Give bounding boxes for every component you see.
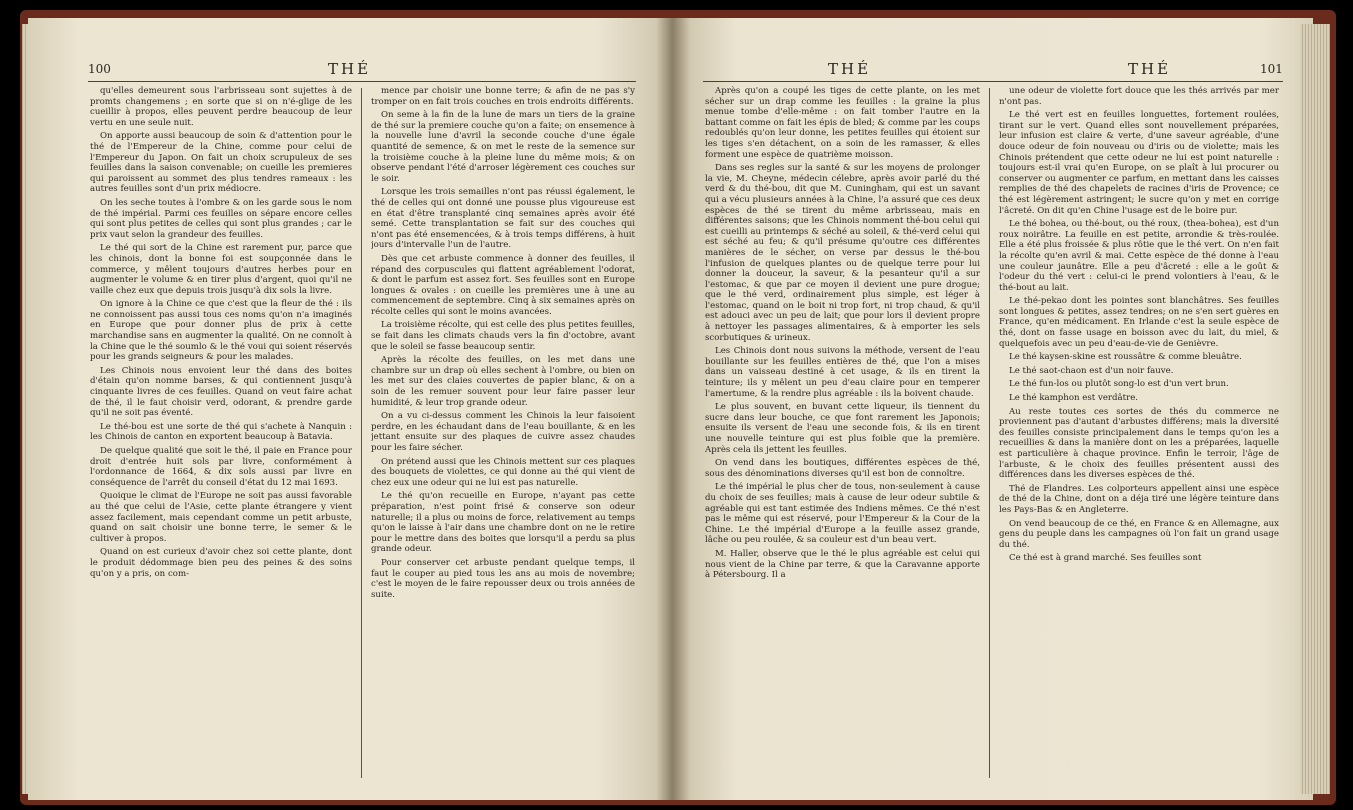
- paragraph: Le plus souvent, en buvant cette liqueur, ils tiennent du sucre dans leur bouche, ce que font rarement les Japonois; ensuite ils versent de l'eau une seconde fois, & ils en tirent une nouvelle teinture qui est plus foible que la première. Après cela ils jettent les feuilles.: [705, 402, 980, 455]
- paragraph: Ce thé est à grand marché. Ses feuilles sont: [1009, 553, 1202, 564]
- paragraph: On ignore à la Chine ce que c'est que la fleur de thé : ils ne connoissent pas aussi tous ces noms qu'on n'a imaginés en Europe que pour donner plus de prix à cette marchandise sans en augmenter la qualité. On ne connoît à la Chine que le thé soumlo & le thé voui qui soient réservés pour les grands seigneurs & pour les malades.: [90, 299, 352, 363]
- paragraph: Le thé kaysen-skine est roussâtre & comme bleuâtre.: [1009, 352, 1242, 363]
- right-column-2: [999, 86, 1279, 786]
- paragraph: Le thé vert est en feuilles longuettes, fortement roulées, tirant sur le vert. Quand elles sont nouvellement préparées, leur infusion est claire & verte, d'une saveur agréable, d'une douce odeur de foin nouveau ou d'iris ou de violette; mais les Chinois prétendent que cette odeur ne lui est point naturelle : toujours est-il vrai qu'en Europe, on se plaît à lui procurer ou conserver ou augmenter ce parfum, en mettant dans les caisses remplies de thé des chapelets de racines d'iris de Provence; ce thé est légèrement astringent; le sucre qu'on y met en corrige l'âcreté. On dit qu'en Chine l'usage est de le boire pur.: [999, 110, 1279, 216]
- paragraph: Pour conserver cet arbuste pendant quelque temps, il faut le couper au pied tous les ans au mois de novembre; c'est le moyen de le faire repousser deux ou trois années de suite.: [371, 557, 635, 600]
- right-page: [673, 18, 1313, 800]
- paragraph: On seme à la fin de la lune de mars un tiers de la graine de thé sur la premiere couche qu'on a faite; on ensemence à la nouvelle lune d'avril la seconde couche d'une égale quantité de semence, & on met le reste de la semence sur la troisième couche à la pleine lune du même mois; & on observe pendant l'été d'arroser légèrement ces couches sur le soir.: [371, 110, 635, 184]
- paragraph: On vend dans les boutiques, différentes espèces de thé, sous des dénominations diverses qu'il est bon de connoître.: [705, 458, 980, 479]
- paragraph: mence par choisir une bonne terre; & afin de ne pas s'y tromper on en fait trois couches en trois endroits différents.: [371, 86, 635, 107]
- paragraph: Lorsque les trois semailles n'ont pas réussi également, le thé de celles qui ont donné une pousse plus vigoureuse est en état d'être transplanté cinq semaines après avoir été semé. Cette transplantation se fait sur des couches qui n'ont pas été ensemencées, & à trois temps différens, à huit jours d'intervalle l'un de l'autre.: [371, 187, 635, 251]
- paragraph: Le thé qu'on recueille en Europe, n'ayant pas cette préparation, n'est point frisé & conserve son odeur naturelle; il a plus ou moins de force, relativement au temps qu'on le laisse à l'air dans une chambre dont on ne le retire pour le mettre dans des boites que lorsqu'il a perdu sa plus grande odeur.: [371, 491, 635, 555]
- paragraph: Le thé kamphon est verdâtre.: [1009, 393, 1139, 404]
- right-page-number: 101: [1260, 62, 1283, 76]
- paragraph: Quoique le climat de l'Europe ne soit pas aussi favorable au thé que celui de l'Asie, cette plante étrangere y vient assez facilement, mais cependant comme un petit arbuste, quand on sait choisir une bonne terre, le semer & le cultiver à propos.: [90, 491, 352, 544]
- left-page-number: 100: [88, 62, 111, 76]
- paragraph: Après la récolte des feuilles, on les met dans une chambre sur un drap où elles sechent à l'ombre, ou bien on les met sur des claies couvertes de papier blanc, & on a soin de les remuer souvent pour leur faire passer leur humidité, & leur trop grande odeur.: [371, 355, 635, 408]
- left-page-header: THÉ: [328, 60, 372, 78]
- left-header-rule: [88, 81, 636, 82]
- paragraph: On prétend aussi que les Chinois mettent sur ces plaques des bouquets de violettes, ce qui donne au thé qui vient de chez eux une odeur qui ne lui est pas naturelle.: [371, 456, 635, 488]
- right-page-edges: [1300, 24, 1330, 794]
- paragraph: Le thé qui sort de la Chine est rarement pur, parce que les chinois, dont la bonne foi est soupçonnée dans le commerce, y mêlent toujours d'autres herbes pour en augmenter le volume & en tirer plus d'argent, quoi qu'il ne vaille chez eux que depuis trois jusqu'à dix sols la livre.: [90, 243, 352, 296]
- right-page-header-1: THÉ: [828, 60, 872, 78]
- left-column-separator: [361, 88, 362, 778]
- paragraph: une odeur de violette fort douce que les thés arrivés par mer n'ont pas.: [999, 86, 1279, 107]
- paragraph: Le thé-pekao dont les pointes sont blanchâtres. Ses feuilles sont longues & petites, assez tendres; on ne s'en sert guères en France, qu'en médicament. En Irlande c'est la seule espèce de thé, dont on fasse usage en boisson avec du lait, du miel, & quelquefois avec un peu d'eau-de-vie de Genièvre.: [999, 296, 1279, 349]
- paragraph: Le thé impérial le plus cher de tous, non-seulement à cause du choix de ses feuilles; mais à cause de leur odeur subtile & agréable qui est tant estimée des Indiens mêmes. Ce thé n'est pas le même qui est réservé, pour l'Empereur & la Cour de la Chine. Le thé impérial d'Europe a la feuille assez grande, lâche ou peu roulée, & sa couleur est d'un beau vert.: [705, 482, 980, 546]
- paragraph: M. Haller, observe que le thé le plus agréable est celui qui nous vient de la Chine par terre, & que la Caravanne apporte à Pétersbourg. Il a: [705, 548, 980, 581]
- paragraph: On vend beaucoup de ce thé, en France & en Allemagne, aux gens du peuple dans les campagnes où l'on fait un grand usage du thé.: [999, 518, 1279, 550]
- right-column-1: [705, 86, 980, 786]
- paragraph: Après qu'on a coupé les tiges de cette plante, on les met sécher sur un drap comme les feuilles : la graine la plus menue tombe d'elle-même : on fait tomber l'autre en la battant comme on fait les épis de bled; & comme par les coups redoublés qu'on leur donne, les petites feuilles qui étoient sur les tiges s'en détachent, on a soin de les ramasser, & elles forment une espèce de quatrième moisson.: [705, 86, 980, 160]
- left-column-2: [371, 86, 635, 786]
- paragraph: Dès que cet arbuste commence à donner des feuilles, il répand des corpuscules qui flattent agréablement l'odorat, & dont le parfum est assez fort. Ses feuilles sont en Europe longues & ovales : on cueille les premières une à une au commencement de septembre. Cinq à six semaines après on récolte celles qui sont le moins avancées.: [371, 253, 635, 317]
- paragraph: La troisième récolte, qui est celle des plus petites feuilles, se fait dans les climats chauds vers la fin d'octobre, avant que le soleil se fasse beaucoup sentir.: [371, 320, 635, 352]
- paragraph: Les Chinois nous envoient leur thé dans des boites d'étain qu'on nomme barses, & qui contiennent jusqu'à cinquante livres de ces feuilles. Quand on veut faire achat de thé, il le faut choisir verd, odorant, & prendre garde qu'il ne soit pas éventé.: [90, 365, 352, 419]
- left-page: [28, 18, 673, 800]
- paragraph: Le thé fun-los ou plutôt song-lo est d'un vert brun.: [1009, 379, 1229, 390]
- right-page-header-2: THÉ: [1128, 60, 1172, 78]
- paragraph: Les Chinois dont nous suivons la méthode, versent de l'eau bouillante sur les feuilles entières de thé, que l'on a mises dans un vaisseau destiné à cet usage, & ils en tirent la teinture; ils y mêlent un peu d'eau claire pour en temperer l'amertume, & la rendre plus agréable : ils la boivent chaude.: [705, 346, 980, 399]
- paragraph: Le thé-bou est une sorte de thé qui s'achete à Nanquin : les Chinois de canton en exportent beaucoup à Batavia.: [90, 421, 352, 443]
- paragraph: Thé de Flandres. Les colporteurs appellent ainsi une espèce de thé de la Chine, dont on a déja tiré une légère teinture dans les Pays-Bas & en Angleterre.: [999, 483, 1279, 515]
- paragraph: Au reste toutes ces sortes de thés du commerce ne proviennent pas d'autant d'arbustes différens; mais la diversité des feuilles consiste principalement dans le temps qu'on les a recueillies & dans la manière dont on les a préparées, laquelle est particulière à chaque province. Enfin le terroir, l'âge de l'arbuste, & le choix des feuilles présentent aussi des différences dans les diverses espèces de thé.: [999, 406, 1279, 481]
- right-header-rule: [703, 81, 1283, 82]
- right-column-separator: [989, 88, 990, 778]
- paragraph: Dans ses regles sur la santé & sur les moyens de prolonger la vie, M. Cheyne, médecin célebre, après avoir parlé du thé verd & du thé-bou, dit que M. Cuningham, qui est un savant qui a vécu plusieurs années à la Chine, l'a assuré que ces deux espèces de thé se tirent du même arbrisseau, mais en différentes saisons; que les Chinois nomment thé-bou celui qui est cueilli au printemps & séché au soleil, & thé-verd celui qui est séché au feu; & qu'il présume qu'outre ces différentes manières de le sécher, on verse par dessus le thé-bou l'infusion de quelques plantes ou de quelque terre pour lui donner la douceur, la saveur, & la pesanteur qu'il a sur l'estomac, & que par ce moyen il devient une pure drogue; que le thé verd, ordinairement plus simple, est léger à l'estomac, quand on le boit ni trop fort, ni trop chaud, & qu'il est adouci avec un peu de lait; que pour lors il devient propre à nettoyer les passages alimentaires, & à emporter les sels scorbutiques & urineux.: [705, 163, 980, 343]
- paragraph: qu'elles demeurent sous l'arbrisseau sont sujettes à de promts changemens ; en sorte que si on n'é-glige de les cueillir à propos, elles peuvent perdre beaucoup de leur vertu en une seule nuit.: [90, 86, 352, 128]
- paragraph: Le thé bohea, ou thé-bout, ou thé roux, (thea-bohea), est d'un roux noirâtre. La feuille en est petite, arrondie & très-roulée. Elle a été plus froissée & plus rôtie que le thé vert. On n'en fait la récolte qu'en avril & mai. Cette espèce de thé donne à l'eau une couleur jaunâtre. Elle a peu d'âcreté : elle a le goût & l'odeur du thé vert : celui-ci le prend volontiers à l'eau, & le thé-bout au lait.: [999, 219, 1279, 293]
- open-book: [20, 10, 1336, 805]
- paragraph: On les seche toutes à l'ombre & on les garde sous le nom de thé impérial. Parmi ces feuilles on sépare encore celles qui sont plus petites de celles qui sont plus grandes ; car le prix vaut selon la grandeur des feuilles.: [90, 197, 352, 240]
- paragraph: Quand on est curieux d'avoir chez soi cette plante, dont le produit dédommage bien peu des peines & des soins qu'on y a pris, on com-: [90, 547, 352, 579]
- paragraph: De quelque qualité que soit le thé, il paie en France pour droit d'entrée huit sols par livre, conformément à l'ordonnance de 1664, & dix sols aussi par livre en conséquence de l'arrêt du conseil d'état du 12 mai 1693.: [90, 446, 352, 488]
- paragraph: Le thé saot-chaon est d'un noir fauve.: [1009, 365, 1174, 376]
- left-column-1: [90, 86, 352, 786]
- paragraph: On a vu ci-dessus comment les Chinois la leur faisoient perdre, en les échaudant dans de l'eau bouillante, & en les jettant ensuite sur des plaques de cuivre assez chaudes pour les faire sécher.: [371, 411, 635, 453]
- paragraph: On apporte aussi beaucoup de soin & d'attention pour le thé de l'Empereur de la Chine, comme pour celui de l'Empereur du Japon. On fait un choix scrupuleux de ses feuilles dans la saison convenable; on cueille les premieres qui paroissent au sommet des plus tendres rameaux : les autres feuilles sont d'un prix médiocre.: [90, 131, 352, 195]
- book-gutter: [656, 18, 690, 800]
